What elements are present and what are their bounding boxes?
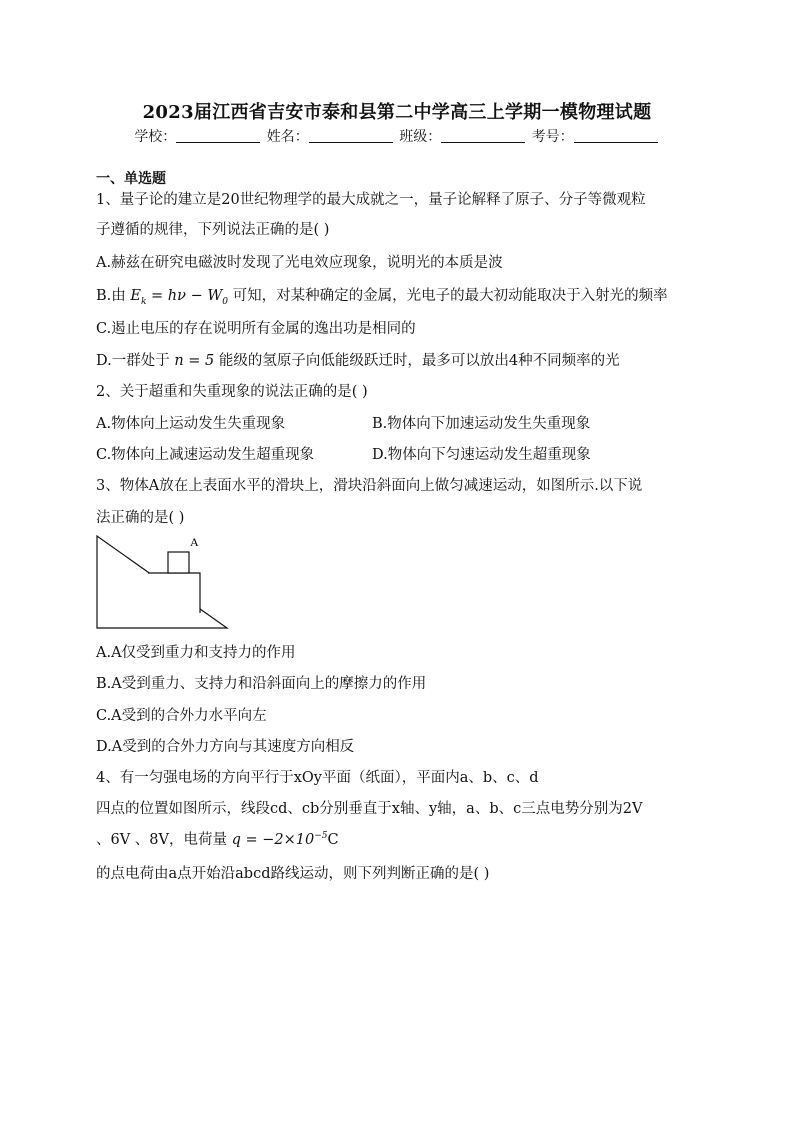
q3-stem-line-2: 法正确的是( ) xyxy=(96,510,185,526)
q4-stem-line-2: 四点的位置如图所示，线段cd、cb分别垂直于x轴、y轴，a、b、c三点电势分别为2V xyxy=(96,801,643,817)
page-title: 2023届江西省吉安市泰和县第二中学高三上学期一模物理试题 xyxy=(142,102,652,123)
q1-option-a: A.赫兹在研究电磁波时发现了光电效应现象，说明光的本质是波 xyxy=(96,255,503,271)
q2-option-d: D.物体向下匀速运动发生超重现象 xyxy=(372,447,591,463)
q1-formula: $E_k = h\nu - W_0$ xyxy=(130,288,228,307)
name-blank[interactable] xyxy=(309,128,393,143)
school-blank[interactable] xyxy=(176,128,260,143)
q3-option-b: B.A受到重力、支持力和沿斜面向上的摩擦力的作用 xyxy=(96,676,427,692)
exam-number-label: 考号： xyxy=(531,129,574,145)
q1-stem-line-2: 子遵循的规律，下列说法正确的是( ) xyxy=(96,222,330,238)
q4-stem-line-3: 、6V 、8V，电荷量 $q = -2\times 10^{-5}C$ xyxy=(96,831,339,848)
q2-option-c: C.物体向上减速运动发生超重现象 xyxy=(96,447,315,463)
student-info-row xyxy=(0,126,794,146)
q1-option-b: B.由 $E_k = h\nu - W_0$ 可知，对某种确定的金属，光电子的最大初动能取决于入射光的频率 xyxy=(96,288,668,307)
q3-option-c: C.A受到的合外力水平向左 xyxy=(96,708,267,724)
q1-option-d: D.一群处于 n = 5 能级的氢原子向低能级跃迁时，最多可以放出4种不同频率的光 xyxy=(96,353,620,369)
object-a-block xyxy=(168,552,189,573)
q3-option-d: D.A受到的合外力方向与其速度方向相反 xyxy=(96,739,355,755)
class-label: 班级： xyxy=(399,129,442,145)
q1-stem-line-1: 1、量子论的建立是20世纪物理学的最大成就之一，量子论解释了原子、分子等微观粒 xyxy=(96,192,646,208)
class-blank[interactable] xyxy=(441,128,525,143)
q4-stem-line-4: 的点电荷由a点开始沿abcd路线运动，则下列判断正确的是( ) xyxy=(96,866,490,882)
section-title: 一、单选题 xyxy=(96,171,166,187)
q2-stem: 2、关于超重和失重现象的说法正确的是( ) xyxy=(96,384,368,400)
object-a-label: A xyxy=(190,535,199,549)
q2-option-a: A.物体向上运动发生失重现象 xyxy=(96,416,286,432)
q4-charge-formula: $q = -2\times 10^{-5}$ xyxy=(231,831,328,848)
q3-stem-line-1: 3、物体A放在上表面水平的滑块上，滑块沿斜面向上做匀减速运动，如图所示.以下说 xyxy=(96,478,643,494)
incline-figure xyxy=(96,532,236,632)
q1-option-c: C.遏止电压的存在说明所有金属的逸出功是相同的 xyxy=(96,321,416,337)
q2-option-b: B.物体向下加速运动发生失重现象 xyxy=(372,416,591,432)
exam-number-blank[interactable] xyxy=(574,128,658,143)
q3-option-a: A.A仅受到重力和支持力的作用 xyxy=(96,645,296,661)
school-label: 学校： xyxy=(134,129,177,145)
name-label: 姓名： xyxy=(266,129,309,145)
q4-stem-line-1: 4、有一匀强电场的方向平行于xOy平面（纸面），平面内a、b、c、d xyxy=(96,770,539,786)
